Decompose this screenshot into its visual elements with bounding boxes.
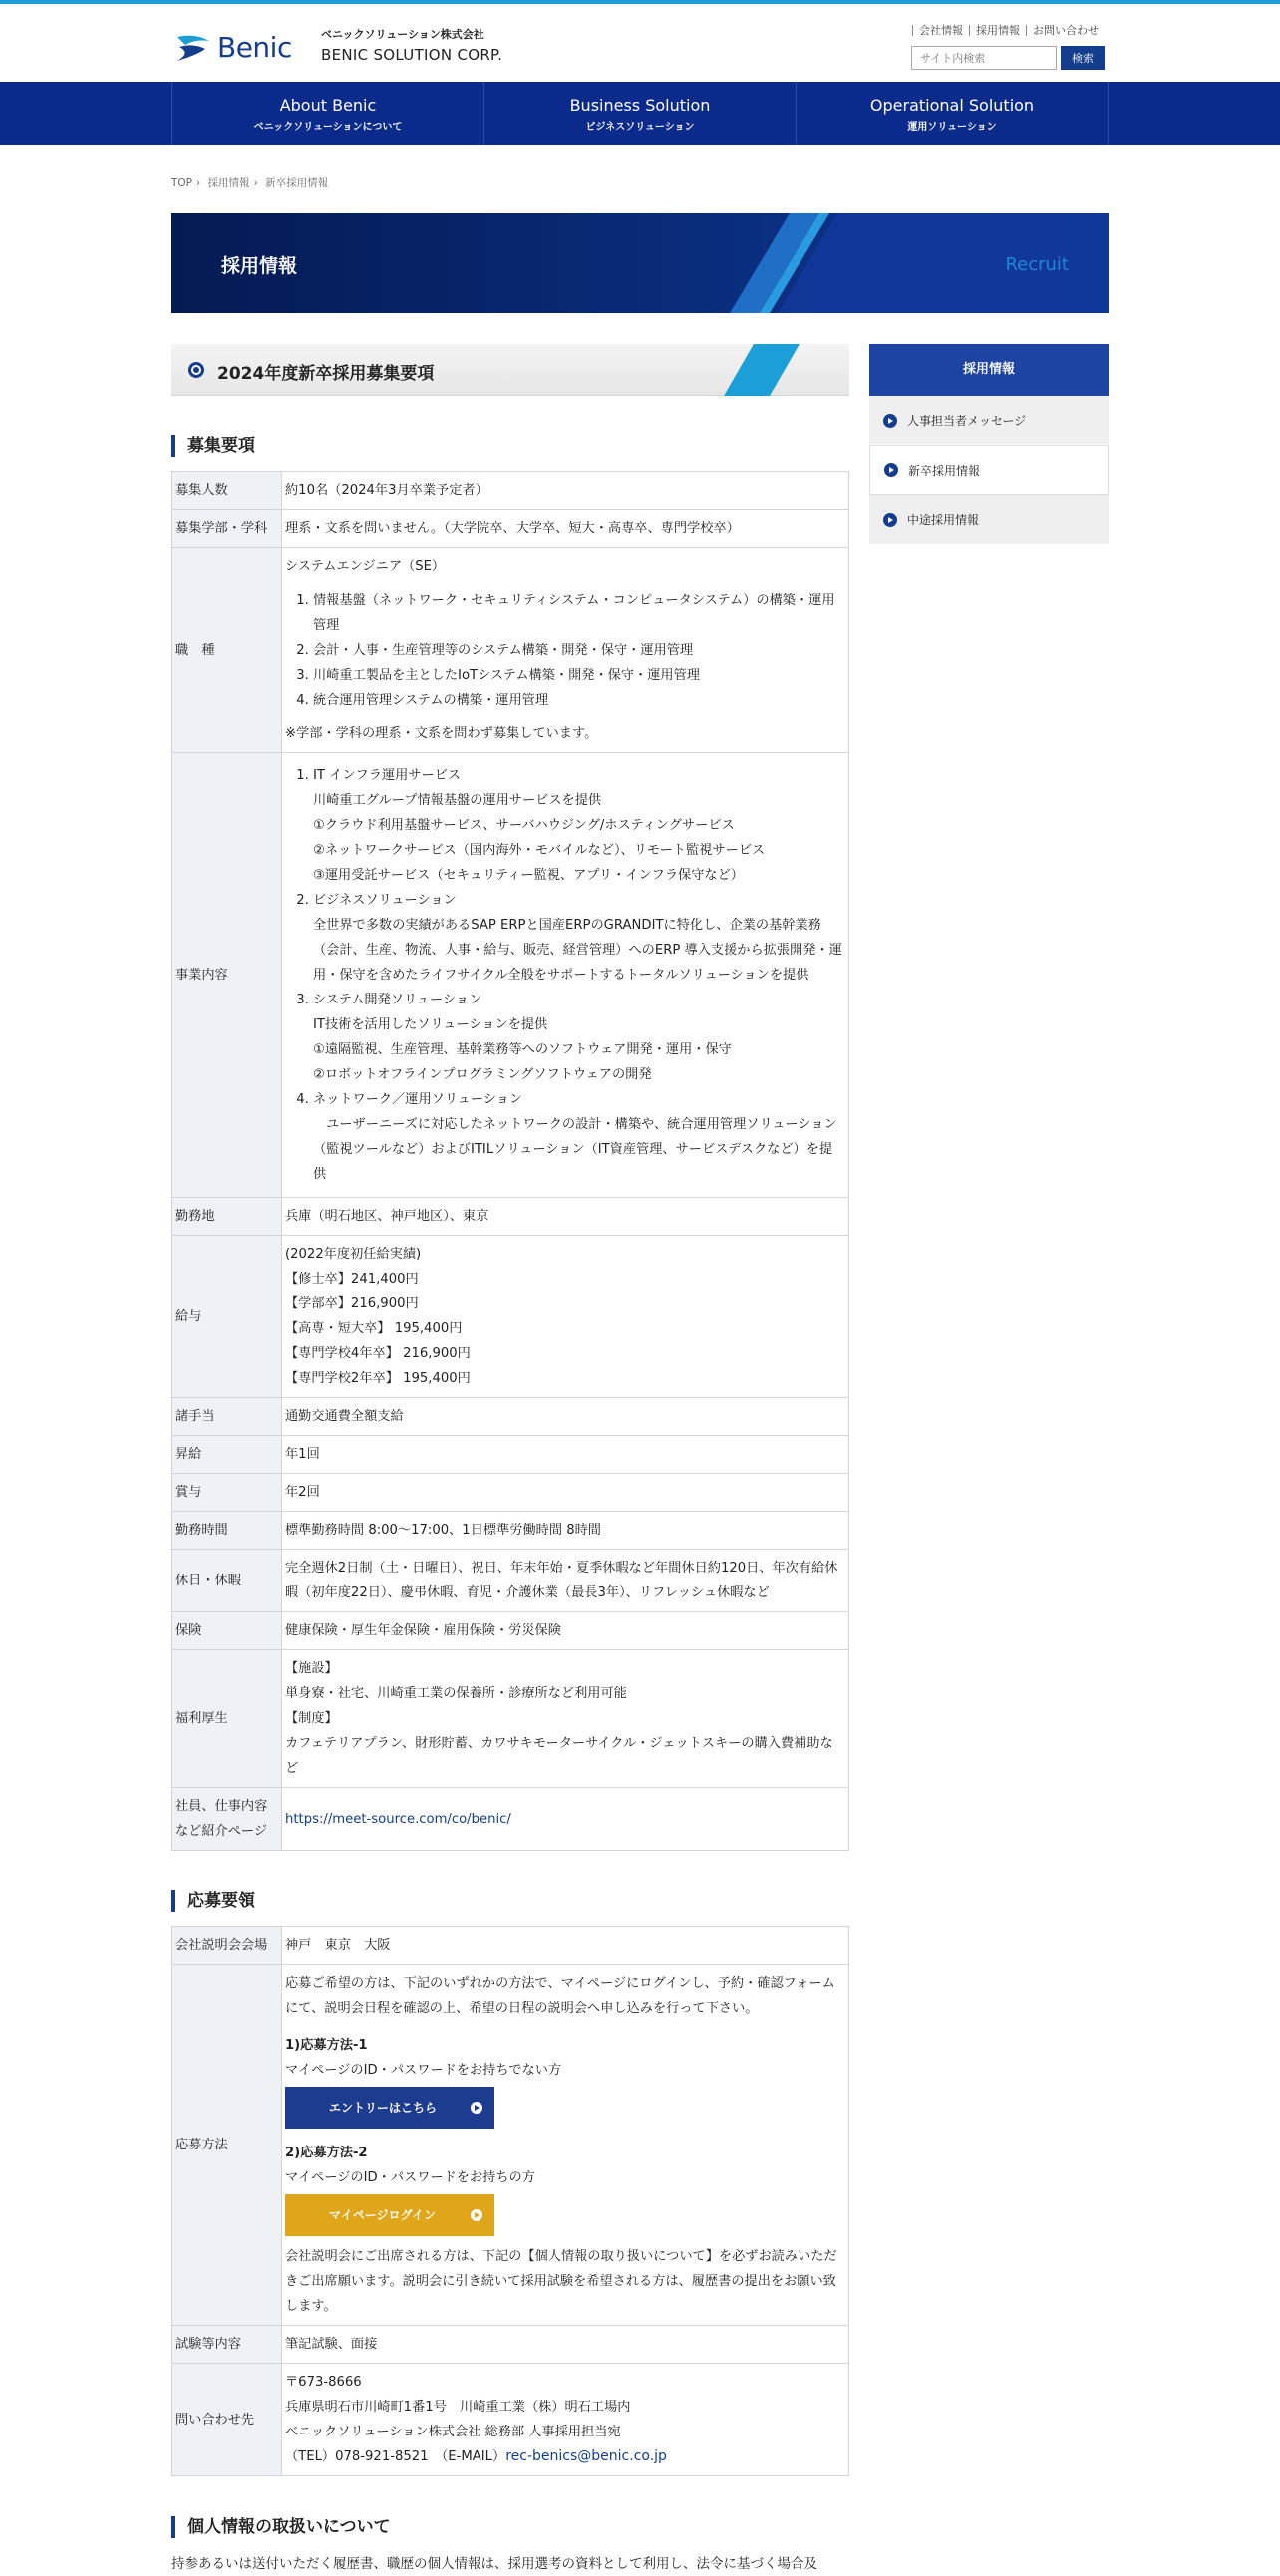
nav-about[interactable] — [171, 82, 483, 145]
business-item-title: 4. ネットワーク／運用ソリューション — [313, 1092, 523, 1107]
application-table — [171, 1926, 849, 2476]
main-content — [171, 344, 849, 2576]
business-item-line: ③運用受託サービス（セキュリティー監視、アプリ・インフラ保守など） — [313, 868, 744, 883]
business-item-line: 川崎重工グループ情報基盤の運用サービスを提供 — [313, 793, 602, 808]
logo-text: Benic — [217, 31, 292, 64]
row-label: 休日・休暇 — [172, 1550, 282, 1612]
row-value — [282, 2364, 849, 2476]
row-value: 兵庫（明石地区、神戸地区）、東京 — [282, 1198, 849, 1236]
nav-business-ja: ビジネスソリューション — [585, 121, 695, 133]
row-label: 諸手当 — [172, 1398, 282, 1436]
row-value: 標準勤務時間 8:00～17:00、1日標準労働時間 8時間 — [282, 1512, 849, 1550]
salary-line: 【専門学校4年卒】 216,900円 — [285, 1346, 471, 1361]
welfare-line: カフェテリアプラン、財形貯蓄、カワサキモーターサイクル・ジェットスキーの購入費補助など — [285, 1736, 833, 1776]
method-2-text: マイページのID・パスワードをお持ちの方 — [285, 2170, 535, 2185]
section-title-requirements: 募集要項 — [171, 435, 849, 457]
page-heading — [171, 344, 849, 396]
row-value: 完全週休2日制（土・日曜日）、祝日、年末年始・夏季休暇など年間休日約120日、年次有給休暇（初年度22日）、慶弔休暇、育児・介護休業（最長3年）、リフレッシュ休暇など — [282, 1550, 849, 1612]
business-list — [313, 763, 845, 1187]
nav-operational-ja: 運用ソリューション — [907, 121, 997, 133]
row-label: 試験等内容 — [172, 2326, 282, 2364]
global-nav — [0, 82, 1280, 145]
sidebar-item-label: 人事担当者メッセージ — [907, 414, 1027, 428]
breadcrumb-recruit[interactable]: 採用情報 — [207, 177, 250, 189]
arrow-right-icon — [471, 2209, 482, 2221]
method-2-title: 2)応募方法-2 — [285, 2146, 368, 2160]
nav-about-en: About Benic — [279, 95, 377, 115]
breadcrumb-top[interactable]: TOP — [171, 177, 193, 189]
intro-page-link[interactable]: https://meet-source.com/co/benic/ — [285, 1811, 511, 1827]
hero-subtitle-en: Recruit — [1005, 254, 1069, 275]
row-value: 約10名（2024年3月卒業予定者） — [282, 472, 849, 510]
site-header — [0, 4, 1280, 82]
row-value: 筆記試験、面接 — [282, 2326, 849, 2364]
job-note: ※学部・学科の理系・文系を問わず募集しています。 — [285, 726, 598, 741]
breadcrumb-separator-icon: › — [253, 177, 258, 189]
sidebar-item-mid-career[interactable] — [869, 495, 1109, 545]
method-1-text: マイページのID・パスワードをお持ちでない方 — [285, 2063, 562, 2078]
table-row — [172, 1650, 849, 1788]
sidebar-item-hr-message[interactable] — [869, 396, 1109, 445]
list-item — [313, 763, 845, 888]
salary-line: (2022年度初任給実績) — [285, 1247, 422, 1262]
row-value: 年1回 — [282, 1436, 849, 1474]
hero-title: 採用情報 — [221, 255, 298, 277]
page-title: 2024年度新卒採用募集要項 — [217, 364, 435, 384]
list-item: 2. 会計・人事・生産管理等のシステム構築・開発・保守・運用管理 — [313, 638, 845, 663]
row-label: 問い合わせ先 — [172, 2364, 282, 2476]
business-item-line: ②ネットワークサービス（国内海外・モバイルなど）、リモート監視サービス — [313, 843, 766, 858]
link-recruit[interactable]: 採用情報 — [969, 25, 1026, 36]
nav-business-solution[interactable] — [483, 82, 796, 145]
table-row — [172, 1198, 849, 1236]
chevron-right-icon — [883, 513, 897, 527]
row-label: 賞与 — [172, 1474, 282, 1512]
chevron-right-icon — [883, 414, 897, 428]
site-search — [911, 46, 1105, 70]
row-value: 通勤交通費全額支給 — [282, 1398, 849, 1436]
mypage-login-label: マイページログイン — [329, 2207, 436, 2222]
business-item-line: IT技術を活用したソリューションを提供 — [313, 1017, 548, 1032]
business-item-line: ユーザーニーズに対応したネットワークの設計・構築や、統合運用管理ソリューション（監視ツールなど）およびITILソリューション（IT資産管理、サービスデスクなど）を提供 — [313, 1117, 837, 1182]
link-contact[interactable]: お問い合わせ — [1026, 25, 1105, 36]
nav-about-ja: ベニックソリューションについて — [253, 121, 403, 133]
row-value: 年2回 — [282, 1474, 849, 1512]
row-label: 応募方法 — [172, 1965, 282, 2326]
salary-line: 【高専・短大卒】 195,400円 — [285, 1321, 463, 1336]
logo-swoosh-icon — [175, 33, 211, 63]
breadcrumb — [171, 175, 332, 190]
breadcrumb-separator-icon: › — [196, 177, 201, 189]
requirements-table — [171, 471, 849, 1851]
row-value — [282, 548, 849, 753]
row-value — [282, 1788, 849, 1851]
row-value — [282, 1650, 849, 1788]
list-item: 3. 川崎重工製品を主としたIoTシステム構築・開発・保守・運用管理 — [313, 663, 845, 688]
sidebar-title: 採用情報 — [869, 344, 1109, 396]
hero-decoration — [171, 213, 1109, 313]
sidebar-item-label: 新卒採用情報 — [908, 463, 981, 478]
salary-line: 【専門学校2年卒】 195,400円 — [285, 1371, 471, 1386]
table-row — [172, 1512, 849, 1550]
row-label: 福利厚生 — [172, 1650, 282, 1788]
row-value — [282, 1965, 849, 2326]
business-item-title: 3. システム開発ソリューション — [313, 993, 482, 1007]
table-row — [172, 472, 849, 510]
row-label: 会社説明会会場 — [172, 1927, 282, 1965]
business-item-line: ①遠隔監視、生産管理、基幹業務等へのソフトウェア開発・運用・保守 — [313, 1042, 732, 1057]
method-1-title: 1)応募方法-1 — [285, 2038, 368, 2053]
contact-line: 〒673-8666 — [285, 2375, 362, 2390]
business-item-line: 全世界で多数の実績があるSAP ERPと国産ERPのGRANDITに特化し、企業の基幹業務（会計、生産、物流、人事・給与、販売、経営管理）へのERP 導入支援から拡張開発・運用・保守を含めたライフサイクル全般をサポートするトータルソリューションを提供 — [313, 918, 842, 983]
contact-email-link[interactable]: rec-benics@benic.co.jp — [505, 2448, 667, 2464]
job-list — [313, 588, 845, 713]
link-company-info[interactable]: 会社情報 — [912, 25, 969, 36]
table-row — [172, 1236, 849, 1398]
business-item-title: 2. ビジネスソリューション — [313, 893, 457, 908]
salary-line: 【学部卒】216,900円 — [285, 1296, 419, 1311]
table-row — [172, 2364, 849, 2476]
breadcrumb-current: 新卒採用情報 — [265, 177, 329, 189]
chevron-right-icon — [884, 463, 898, 477]
arrow-right-icon — [471, 2102, 482, 2114]
table-row — [172, 1436, 849, 1474]
row-label: 事業内容 — [172, 753, 282, 1198]
welfare-line: 【施設】 — [285, 1661, 338, 1676]
nav-business-en: Business Solution — [569, 95, 711, 115]
row-label: 給与 — [172, 1236, 282, 1398]
welfare-line: 単身寮・社宅、川崎重工業の保養所・診療所など利用可能 — [285, 1686, 627, 1701]
row-value: 理系・文系を問いません。（大学院卒、大学卒、短大・高専卒、専門学校卒） — [282, 510, 849, 548]
table-row — [172, 1612, 849, 1650]
table-row — [172, 1927, 849, 1965]
method-intro: 応募ご希望の方は、下記のいずれかの方法で、マイページにログインし、予約・確認フォームにて、説明会日程を確認の上、希望の日程の説明会へ申し込みを行って下さい。 — [285, 1976, 835, 2016]
search-input[interactable] — [911, 46, 1057, 70]
row-label: 保険 — [172, 1612, 282, 1650]
row-label: 勤務時間 — [172, 1512, 282, 1550]
nav-operational-en: Operational Solution — [869, 95, 1035, 115]
row-value — [282, 1236, 849, 1398]
row-label: 募集学部・学科 — [172, 510, 282, 548]
list-item — [313, 888, 845, 988]
contact-line: ベニックソリューション株式会社 総務部 人事採用担当宛 — [285, 2425, 621, 2439]
table-row — [172, 510, 849, 548]
table-row — [172, 1474, 849, 1512]
company-name-ja: ベニックソリューション株式会社 — [321, 28, 484, 41]
list-item: 4. 統合運用管理システムの構築・運用管理 — [313, 688, 845, 713]
heading-bullet-icon — [188, 362, 204, 378]
search-button[interactable]: 検索 — [1061, 46, 1105, 70]
header-links — [912, 25, 1105, 36]
table-row — [172, 548, 849, 753]
nav-operational-solution[interactable] — [796, 82, 1109, 145]
method-outro: 会社説明会にご出席される方は、下記の【個人情報の取り扱いについて】を必ずお読みいただきご出席願います。説明会に引き続いて採用試験を希望される方は、履歴書の提出をお願い致します。 — [285, 2249, 837, 2314]
privacy-text: 持参あるいは送付いただく履歴書、職歴の個人情報は、採用選考の資料として利用し、法令に基づく場合及 — [171, 2556, 817, 2572]
welfare-line: 【制度】 — [285, 1711, 338, 1726]
row-value: 神戸 東京 大阪 — [282, 1927, 849, 1965]
section-title-privacy: 個人情報の取扱いについて — [171, 2516, 849, 2538]
hero-banner — [171, 213, 1109, 313]
table-row — [172, 1965, 849, 2326]
contact-tel: （TEL）078-921-8521 （E-MAIL） — [285, 2449, 506, 2464]
row-label: 勤務地 — [172, 1198, 282, 1236]
job-intro: システムエンジニア（SE） — [285, 559, 446, 574]
table-row — [172, 1788, 849, 1851]
table-row — [172, 1550, 849, 1612]
row-label: 社員、仕事内容など紹介ページ — [172, 1788, 282, 1851]
row-label: 職 種 — [172, 548, 282, 753]
list-item — [313, 1087, 845, 1187]
business-item-line: ②ロボットオフラインプログラミングソフトウェアの開発 — [313, 1067, 652, 1082]
contact-line: 兵庫県明石市川崎町1番1号 川崎重工業（株）明石工場内 — [285, 2400, 631, 2415]
table-row — [172, 1398, 849, 1436]
row-value — [282, 753, 849, 1198]
table-row — [172, 2326, 849, 2364]
sidebar — [869, 344, 1109, 545]
sidebar-item-new-graduate[interactable] — [869, 445, 1109, 495]
salary-line: 【修士卒】241,400円 — [285, 1272, 419, 1287]
entry-button-label: エントリーはこちら — [329, 2100, 438, 2115]
contact-line — [285, 2444, 845, 2469]
business-item-title: 1. IT インフラ運用サービス — [313, 768, 462, 783]
section-title-application: 応募要領 — [171, 1890, 849, 1912]
entry-button[interactable] — [285, 2087, 494, 2129]
table-row — [172, 753, 849, 1198]
row-value: 健康保険・厚生年金保険・雇用保険・労災保険 — [282, 1612, 849, 1650]
list-item: 1. 情報基盤（ネットワーク・セキュリティシステム・コンピュータシステム）の構築・運用管理 — [313, 588, 845, 638]
row-label: 募集人数 — [172, 472, 282, 510]
row-label: 昇給 — [172, 1436, 282, 1474]
mypage-login-button[interactable] — [285, 2194, 494, 2236]
business-item-line: ①クラウド利用基盤サービス、サーバハウジング/ホスティングサービス — [313, 818, 735, 833]
company-name — [321, 28, 502, 65]
company-name-en: BENIC SOLUTION CORP. — [321, 45, 503, 64]
list-item — [313, 988, 845, 1087]
sidebar-item-label: 中途採用情報 — [907, 513, 980, 527]
site-logo[interactable] — [175, 31, 292, 64]
